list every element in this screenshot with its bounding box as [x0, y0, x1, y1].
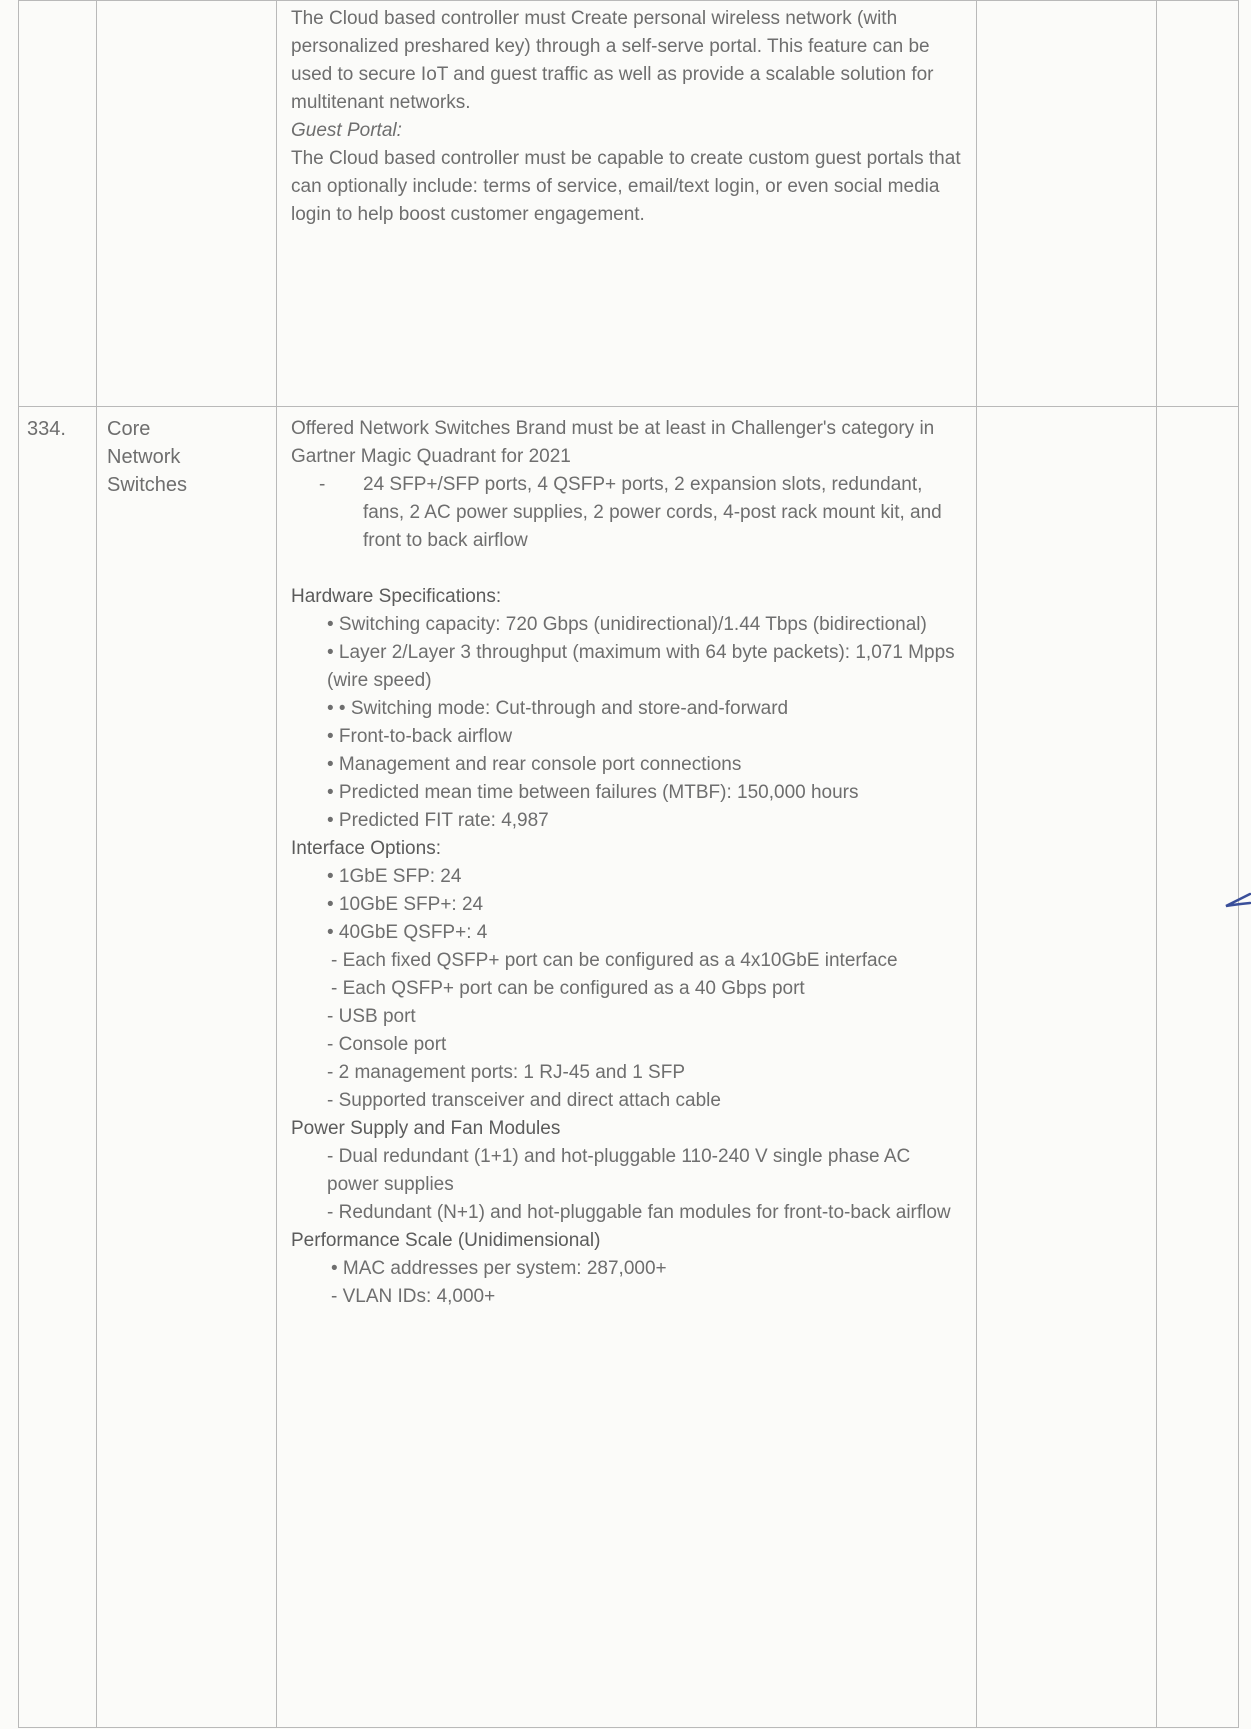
list-item: - 2 management ports: 1 RJ-45 and 1 SFP — [327, 1062, 686, 1083]
spec-table — [18, 0, 1239, 1728]
list-item: • Front-to-back airflow — [327, 726, 513, 747]
interface-sub-list — [291, 947, 966, 1003]
list-item: - Redundant (N+1) and hot-pluggable fan modules for front-to-back airflow — [327, 1202, 951, 1223]
power-supply-list — [291, 1143, 966, 1227]
interface-dash-list — [291, 1003, 966, 1115]
serial-number: 334. — [27, 418, 66, 440]
interface-options-heading: Interface Options: — [291, 838, 441, 859]
compliance-cell — [977, 1, 1157, 407]
table-row — [19, 407, 1239, 1728]
list-item: - Supported transceiver and direct attach cable — [327, 1090, 721, 1111]
hardware-spec-list — [291, 611, 966, 835]
dash-marker: - — [319, 474, 326, 495]
list-item — [291, 471, 966, 555]
list-item: • MAC addresses per system: 287,000+ — [331, 1258, 667, 1279]
performance-scale-list — [291, 1255, 966, 1311]
ppsk-paragraph: The Cloud based controller must Create personal wireless network (with personalized preshared key) through a self-serve portal. This feature can be used to secure IoT and guest traffic as well as provide a scalable solution for multitenant networks. — [291, 8, 934, 113]
interface-options-list — [291, 863, 966, 947]
list-item: • Management and rear console port connections — [327, 754, 742, 775]
list-item: - Dual redundant (1+1) and hot-pluggable 110-240 V single phase AC power supplies — [327, 1146, 911, 1195]
list-item: - Each QSFP+ port can be configured as a 40 Gbps port — [331, 978, 805, 999]
list-item: • 40GbE QSFP+: 4 — [327, 922, 488, 943]
performance-scale-heading: Performance Scale (Unidimensional) — [291, 1230, 601, 1251]
serial-cell — [19, 1, 97, 407]
hardware-spec-heading: Hardware Specifications: — [291, 586, 502, 607]
list-item: • Predicted FIT rate: 4,987 — [327, 810, 549, 831]
item-cell — [97, 1, 277, 407]
item-name-line: Network — [107, 446, 181, 468]
guest-portal-paragraph: The Cloud based controller must be capable to create custom guest portals that can optionally include: terms of service, email/text login, or even social media login to help boost customer engagement. — [291, 148, 961, 225]
specification-cell — [277, 1, 977, 407]
item-name-line: Core — [107, 418, 151, 440]
list-item: • • Switching mode: Cut-through and store-and-forward — [327, 698, 789, 719]
compliance-cell — [977, 407, 1157, 1728]
serial-cell — [19, 407, 97, 1728]
specification-cell — [277, 407, 977, 1728]
ports-summary: 24 SFP+/SFP ports, 4 QSFP+ ports, 2 expansion slots, redundant, fans, 2 AC power supplies, 2 power cords, 4-post rack mount kit, and front to back airflow — [363, 474, 942, 551]
list-item: • Layer 2/Layer 3 throughput (maximum with 64 byte packets): 1,071 Mpps (wire speed) — [327, 642, 955, 691]
item-cell — [97, 407, 277, 1728]
power-supply-heading: Power Supply and Fan Modules — [291, 1118, 561, 1139]
list-item: - USB port — [327, 1006, 416, 1027]
list-item: - Each fixed QSFP+ port can be configured as a 4x10GbE interface — [331, 950, 898, 971]
signature-mark-icon — [1224, 892, 1251, 910]
remarks-cell — [1157, 407, 1239, 1728]
remarks-cell — [1157, 1, 1239, 407]
brand-requirement: Offered Network Switches Brand must be at least in Challenger's category in Gartner Magic Quadrant for 2021 — [291, 418, 935, 467]
list-item: - Console port — [327, 1034, 447, 1055]
list-item: • 10GbE SFP+: 24 — [327, 894, 484, 915]
list-item: • 1GbE SFP: 24 — [327, 866, 462, 887]
table-row — [19, 1, 1239, 407]
item-name-line: Switches — [107, 474, 188, 496]
guest-portal-heading: Guest Portal: — [291, 120, 402, 141]
list-item: • Switching capacity: 720 Gbps (unidirectional)/1.44 Tbps (bidirectional) — [327, 614, 927, 635]
list-item: - VLAN IDs: 4,000+ — [331, 1286, 496, 1307]
list-item: • Predicted mean time between failures (MTBF): 150,000 hours — [327, 782, 859, 803]
item-name — [97, 407, 276, 499]
